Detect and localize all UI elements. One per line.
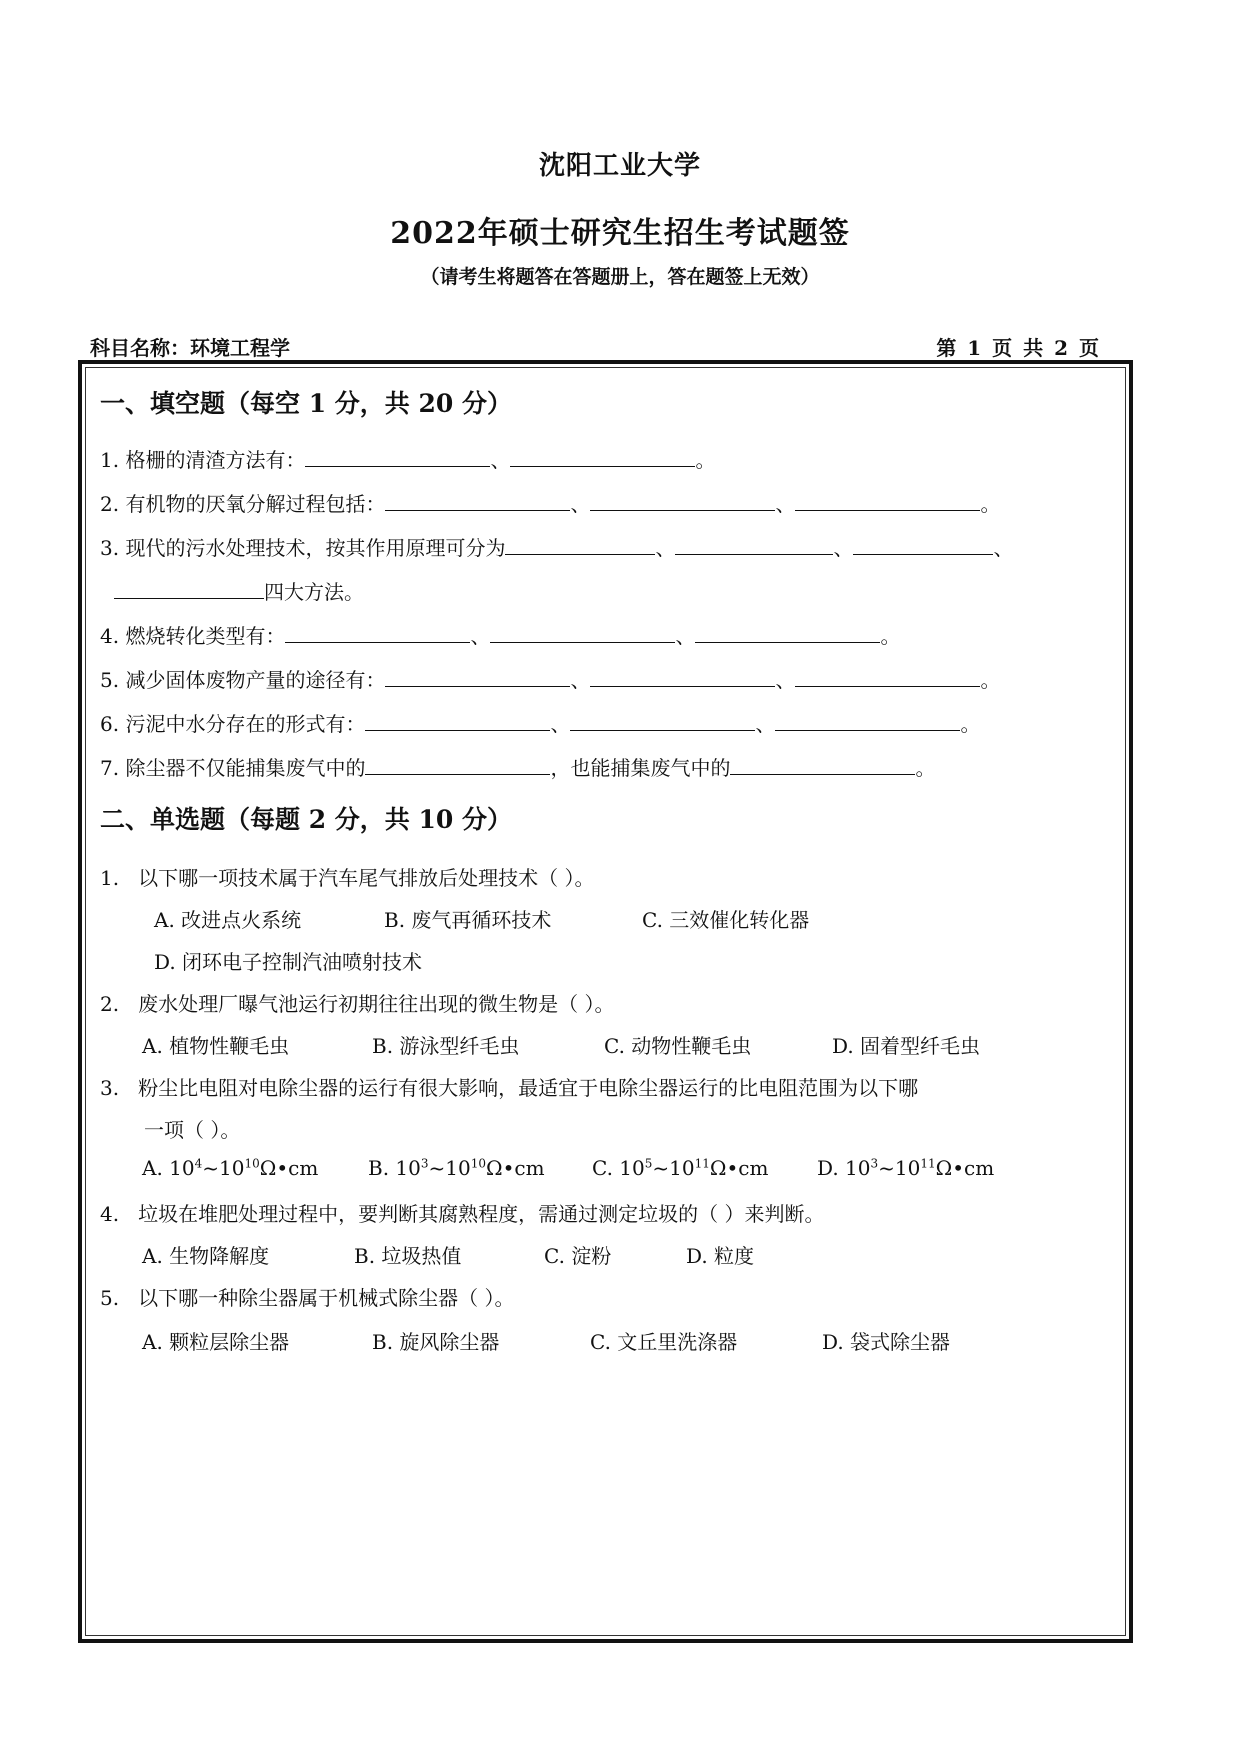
question-text: 7. 除尘器不仅能捕集废气中的 bbox=[100, 756, 366, 780]
option-b: B. $10^3\sim 10^{10}\Omega•cm$ bbox=[368, 1156, 545, 1180]
choice-question-4 bbox=[100, 1198, 825, 1227]
question-number: 4. bbox=[100, 1202, 120, 1226]
end-mark: 。 bbox=[980, 492, 1001, 516]
section-2-heading: 二、单选题（每题 2 分，共 10 分） bbox=[100, 805, 513, 834]
separator: 、 bbox=[490, 448, 511, 472]
separator: 、 bbox=[675, 624, 696, 648]
answer-blank bbox=[385, 492, 570, 511]
option-b: B. 游泳型纤毛虫 bbox=[372, 1034, 520, 1058]
separator: 、 bbox=[655, 536, 676, 560]
question-box bbox=[78, 360, 1133, 1643]
answer-blank bbox=[795, 668, 980, 687]
school-name: 沈阳工业大学 bbox=[538, 151, 701, 181]
question-text: 3. 现代的污水处理技术，按其作用原理可分为 bbox=[100, 536, 506, 560]
question-text: 2. 有机物的厌氧分解过程包括： bbox=[100, 492, 386, 516]
question-text: 粉尘比电阻对电除尘器的运行有很大影响，最适宜于电除尘器运行的比电阻范围为以下哪 bbox=[138, 1076, 919, 1100]
option-a: A. 颗粒层除尘器 bbox=[142, 1330, 290, 1354]
option-b: B. 废气再循环技术 bbox=[384, 908, 552, 932]
fill-question-7 bbox=[100, 752, 935, 781]
end-mark: 。 bbox=[980, 668, 1001, 692]
question-text: ，也能捕集废气中的 bbox=[550, 756, 731, 780]
question-number: 3. bbox=[100, 1076, 120, 1100]
option-c: C. 动物性鞭毛虫 bbox=[604, 1034, 752, 1058]
question-text: 垃圾在堆肥处理过程中，要判断其腐熟程度，需通过测定垃圾的（ ）来判断。 bbox=[138, 1202, 825, 1226]
separator: 、 bbox=[833, 536, 854, 560]
answer-blank bbox=[675, 536, 833, 555]
separator: 、 bbox=[570, 492, 591, 516]
separator: 、 bbox=[550, 712, 571, 736]
answer-blank bbox=[490, 624, 675, 643]
answer-blank bbox=[285, 624, 470, 643]
answer-blank bbox=[570, 712, 755, 731]
end-mark: 、 bbox=[993, 536, 1014, 560]
option-c: C. 淀粉 bbox=[544, 1244, 612, 1268]
question-text: 以下哪一种除尘器属于机械式除尘器（ ）。 bbox=[138, 1286, 515, 1310]
answer-blank bbox=[730, 756, 915, 775]
option-c: C. 文丘里洗涤器 bbox=[590, 1330, 738, 1354]
option-a: A. 改进点火系统 bbox=[154, 908, 302, 932]
answer-blank bbox=[510, 448, 695, 467]
answer-blank bbox=[590, 668, 775, 687]
fill-question-3 bbox=[100, 532, 1013, 561]
exam-note: （请考生将题答在答题册上，答在题签上无效） bbox=[420, 266, 820, 288]
choice-question-3-continued: 一项（ ）。 bbox=[144, 1118, 241, 1142]
answer-blank bbox=[775, 712, 960, 731]
fill-question-1 bbox=[100, 444, 715, 473]
option-d: D. 袋式除尘器 bbox=[822, 1330, 951, 1354]
question-number: 1. bbox=[100, 866, 120, 890]
answer-blank bbox=[385, 668, 570, 687]
answer-blank bbox=[853, 536, 993, 555]
answer-blank bbox=[305, 448, 490, 467]
option-a: A. 生物降解度 bbox=[142, 1244, 270, 1268]
option-d: D. $10^3\sim 10^{11}\Omega•cm$ bbox=[817, 1156, 995, 1180]
answer-blank bbox=[795, 492, 980, 511]
question-text: 四大方法。 bbox=[264, 580, 364, 604]
choice-question-3 bbox=[100, 1072, 918, 1101]
question-text: 1. 格栅的清渣方法有： bbox=[100, 448, 306, 472]
answer-blank bbox=[365, 712, 550, 731]
separator: 、 bbox=[755, 712, 776, 736]
question-text: 废水处理厂曝气池运行初期往往出现的微生物是（ ）。 bbox=[138, 992, 615, 1016]
exam-title: 2022年硕士研究生招生考试题签 bbox=[390, 216, 850, 251]
fill-question-5 bbox=[100, 664, 1000, 693]
option-b: B. 垃圾热值 bbox=[354, 1244, 462, 1268]
separator: 、 bbox=[470, 624, 491, 648]
answer-blank bbox=[505, 536, 655, 555]
section-1-heading: 一、填空题（每空 1 分，共 20 分） bbox=[100, 389, 513, 418]
choice-question-1 bbox=[100, 862, 595, 891]
question-number: 5. bbox=[100, 1286, 120, 1310]
end-mark: 。 bbox=[960, 712, 981, 736]
page-info: 第 1 页 共 2 页 bbox=[936, 336, 1101, 360]
question-text: 以下哪一项技术属于汽车尾气排放后处理技术（ ）。 bbox=[138, 866, 595, 890]
fill-question-4 bbox=[100, 620, 900, 649]
option-d: D. 粒度 bbox=[686, 1244, 755, 1268]
separator: 、 bbox=[775, 668, 796, 692]
option-a: A. 植物性鞭毛虫 bbox=[142, 1034, 290, 1058]
subject-name: 科目名称：环境工程学 bbox=[90, 336, 290, 360]
option-c: C. $10^5\sim 10^{11}\Omega•cm$ bbox=[592, 1156, 769, 1180]
option-c: C. 三效催化转化器 bbox=[642, 908, 810, 932]
fill-question-2 bbox=[100, 488, 1000, 517]
question-number: 2. bbox=[100, 992, 120, 1016]
separator: 、 bbox=[570, 668, 591, 692]
answer-blank bbox=[695, 624, 880, 643]
question-text: 5. 减少固体废物产量的途径有： bbox=[100, 668, 386, 692]
question-text: 4. 燃烧转化类型有： bbox=[100, 624, 286, 648]
fill-question-3-continued bbox=[114, 576, 364, 605]
end-mark: 。 bbox=[880, 624, 901, 648]
fill-question-6 bbox=[100, 708, 980, 737]
option-b: B. 旋风除尘器 bbox=[372, 1330, 500, 1354]
answer-blank bbox=[365, 756, 550, 775]
option-a: A. $10^4\sim 10^{10}\Omega•cm$ bbox=[142, 1156, 319, 1180]
separator: 、 bbox=[775, 492, 796, 516]
end-mark: 。 bbox=[915, 756, 936, 780]
question-text: 6. 污泥中水分存在的形式有： bbox=[100, 712, 366, 736]
choice-question-2 bbox=[100, 988, 615, 1017]
choice-question-5 bbox=[100, 1282, 515, 1311]
option-d: D. 固着型纤毛虫 bbox=[832, 1034, 981, 1058]
end-mark: 。 bbox=[695, 448, 716, 472]
option-d: D. 闭环电子控制汽油喷射技术 bbox=[154, 950, 423, 974]
answer-blank bbox=[590, 492, 775, 511]
answer-blank bbox=[114, 580, 264, 599]
